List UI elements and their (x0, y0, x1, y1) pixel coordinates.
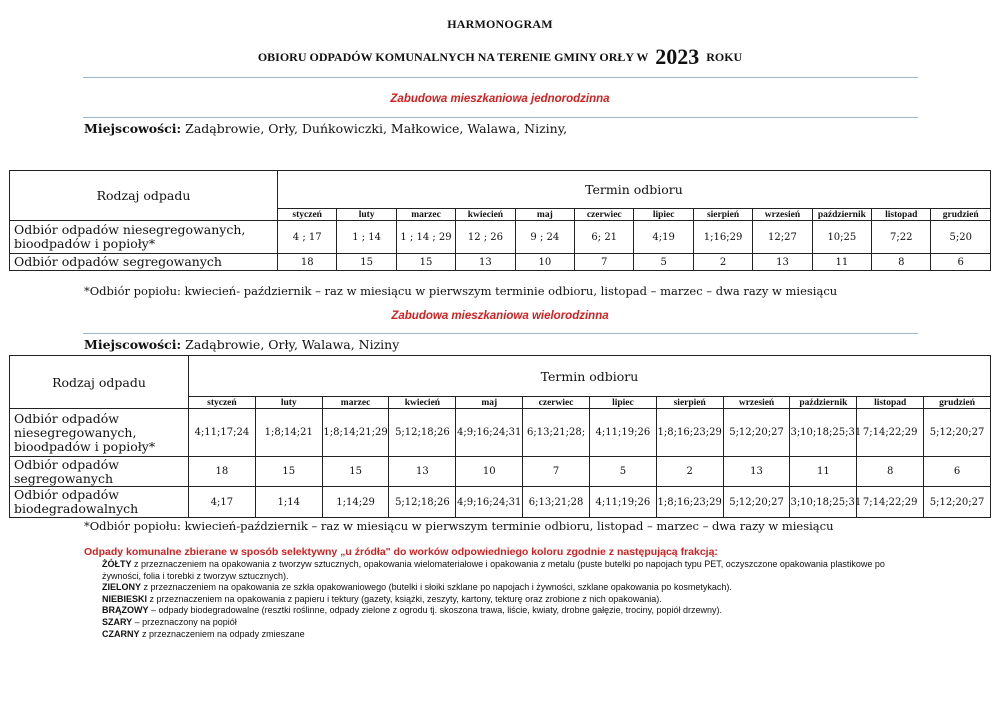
month-header: listopad (872, 209, 931, 221)
collection-dates: 1;14;29 (322, 487, 389, 518)
legend-item (84, 617, 914, 629)
month-header: grudzień (931, 209, 991, 221)
legend-item (84, 559, 914, 582)
waste-type-label: Odbiór odpadów biodegradowalnych (10, 487, 189, 518)
collection-dates: 8 (872, 254, 931, 271)
month-header: lipiec (634, 209, 693, 221)
month-header: październik (790, 397, 857, 409)
bag-color-name: CZARNY (102, 628, 140, 639)
month-header: sierpień (693, 209, 752, 221)
table-row (10, 254, 991, 271)
month-header: styczeń (278, 209, 337, 221)
bag-color-description: z przeznaczeniem na opakowania ze szkła opakowaniowego (butelki i słoiki szklane po napojach i żywności, szklane opakowania po kosmetykach). (141, 582, 732, 593)
collection-dates: 7 (523, 457, 590, 487)
document-title: HARMONOGRAM (447, 17, 553, 31)
table-row (10, 487, 991, 518)
collection-dates: 1;8;16;23;29 (656, 409, 723, 457)
subtitle-year: 2023 (655, 44, 700, 69)
legend-item (84, 629, 914, 641)
collection-dates: 4;11;17;24 (189, 409, 256, 457)
collection-dates: 1 ; 14 ; 29 (396, 221, 455, 254)
places-list: Zadąbrowie, Orły, Duńkowiczki, Małkowice, Walawa, Niziny, (185, 121, 568, 136)
collection-dates: 15 (255, 457, 322, 487)
collection-dates: 8 (857, 457, 924, 487)
month-header: wrzesień (723, 397, 790, 409)
subtitle-suffix: ROKU (706, 50, 743, 64)
collection-dates: 18 (189, 457, 256, 487)
collection-dates: 7;14;22;29 (857, 409, 924, 457)
collection-dates: 4;9;16;24;31 (456, 487, 523, 518)
month-header: wrzesień (753, 209, 812, 221)
collection-dates: 6;13;21;28 (523, 487, 590, 518)
month-header: sierpień (656, 397, 723, 409)
section2-heading: Zabudowa mieszkaniowa wielorodzinna (391, 310, 609, 322)
month-header: marzec (322, 397, 389, 409)
collection-dates: 11 (812, 254, 871, 271)
legend-lead: Odpady komunalne zbierane w sposób selektywny „u źródła" do worków odpowiedniego koloru zgodnie z następującą frakcją: (84, 546, 718, 558)
bag-color-description: – odpady biodegradowalne (resztki roślinne, odpady zielone z ogrodu tj. skoszona trawa, liście, kwiaty, drobne gałęzie, trociny, popiół drzewny). (148, 605, 722, 616)
legend-item (84, 582, 914, 594)
legend-item (84, 605, 914, 617)
section2-note: *Odbiór popiołu: kwiecień-październik – raz w miesiącu w pierwszym terminie odbioru, listopad – marzec – dwa razy w miesiącu (84, 519, 834, 533)
collection-dates: 10 (456, 457, 523, 487)
collection-dates: 6;13;21;28; (523, 409, 590, 457)
month-header: czerwiec (523, 397, 590, 409)
section2-places (84, 337, 399, 352)
bag-color-description: z przeznaczeniem na opakowania z tworzyw sztucznych, opakowania wielomateriałowe i opakowania z metalu (puste butelki po napojach typu PET, oczyszczone opakowania plastikowe po żywności, folia i torebki z tworzyw sztucznych). (102, 559, 885, 581)
collection-dates: 4;19 (634, 221, 693, 254)
section1-places (84, 121, 567, 136)
waste-type-label: Odbiór odpadów niesegregowanych, bioodpadów i popioły* (10, 409, 189, 457)
collection-dates: 4;17 (189, 487, 256, 518)
month-header: luty (337, 209, 396, 221)
collection-dates: 5 (589, 457, 656, 487)
collection-dates: 6 (924, 457, 991, 487)
month-header: październik (812, 209, 871, 221)
collection-dates: 10 (515, 254, 574, 271)
bag-color-name: SZARY (102, 616, 133, 627)
collection-dates: 12 ; 26 (456, 221, 515, 254)
bag-color-name: ZIELONY (102, 582, 142, 593)
section1-heading: Zabudowa mieszkaniowa jednorodzinna (390, 93, 610, 105)
collection-dates: 12;27 (753, 221, 812, 254)
collection-dates: 15 (396, 254, 455, 271)
bag-color-description: z przeznaczeniem na opakowania z papieru i tektury (gazety, książki, zeszyty, kartony, tekturę oraz zrobione z nich opakowania). (147, 593, 662, 604)
collection-dates: 5 (634, 254, 693, 271)
month-header: czerwiec (575, 209, 634, 221)
places-label: Miejscowości: (84, 121, 182, 136)
divider-line (83, 117, 918, 118)
month-header: maj (456, 397, 523, 409)
table-row (10, 409, 991, 457)
collection-dates: 9 ; 24 (515, 221, 574, 254)
places-label: Miejscowości: (84, 337, 182, 352)
collection-dates: 7;14;22;29 (857, 487, 924, 518)
collection-dates: 6 (931, 254, 991, 271)
document-subtitle (0, 44, 1000, 70)
places-list: Zadąbrowie, Orły, Walawa, Niziny (185, 337, 400, 352)
col-header-termin: Termin odbioru (278, 171, 991, 209)
table-row (10, 457, 991, 487)
collection-dates: 5;12;20;27 (924, 409, 991, 457)
collection-dates: 5;20 (931, 221, 991, 254)
month-header: grudzień (924, 397, 991, 409)
bag-color-description: z przeznaczeniem na odpady zmieszane (139, 628, 305, 639)
collection-dates: 5;12;18;26 (389, 487, 456, 518)
collection-dates: 10;25 (812, 221, 871, 254)
section1-note: *Odbiór popiołu: kwiecień- październik – raz w miesiącu w pierwszym terminie odbioru, listopad – marzec – dwa razy w miesiącu (84, 284, 838, 298)
bag-color-name: NIEBIESKI (102, 593, 148, 604)
month-header: styczeń (189, 397, 256, 409)
month-header: listopad (857, 397, 924, 409)
month-header: maj (515, 209, 574, 221)
collection-dates: 3;10;18;25;31 (790, 409, 857, 457)
collection-dates: 2 (693, 254, 752, 271)
table-row (10, 221, 991, 254)
divider-line (83, 333, 918, 334)
col-header-type: Rodzaj odpadu (10, 356, 189, 409)
legend-items (84, 559, 914, 640)
collection-dates: 4;11;19;26 (589, 409, 656, 457)
col-header-type: Rodzaj odpadu (10, 171, 278, 221)
collection-dates: 6; 21 (575, 221, 634, 254)
collection-dates: 13 (723, 457, 790, 487)
collection-dates: 15 (337, 254, 396, 271)
subtitle-text: OBIORU ODPADÓW KOMUNALNYCH NA TERENIE GMINY ORŁY W (257, 50, 649, 64)
schedule-table-multi-family (9, 355, 991, 518)
collection-dates: 4 ; 17 (278, 221, 337, 254)
bag-color-name: BRĄZOWY (102, 605, 149, 616)
collection-dates: 4;9;16;24;31 (456, 409, 523, 457)
collection-dates: 4;11;19;26 (589, 487, 656, 518)
collection-dates: 1;8;14;21 (255, 409, 322, 457)
bag-color-legend (84, 546, 914, 640)
divider-line (83, 77, 918, 78)
month-header: marzec (396, 209, 455, 221)
collection-dates: 15 (322, 457, 389, 487)
collection-dates: 5;12;20;27 (723, 409, 790, 457)
collection-dates: 5;12;18;26 (389, 409, 456, 457)
collection-dates: 5;12;20;27 (924, 487, 991, 518)
month-header: kwiecień (456, 209, 515, 221)
waste-type-label: Odbiór odpadów segregowanych (10, 457, 189, 487)
bag-color-name: ŻÓŁTY (102, 559, 132, 569)
collection-dates: 1 ; 14 (337, 221, 396, 254)
collection-dates: 3;10;18;25;31 (790, 487, 857, 518)
legend-item (84, 594, 914, 606)
collection-dates: 7 (575, 254, 634, 271)
collection-dates: 7;22 (872, 221, 931, 254)
waste-type-label: Odbiór odpadów niesegregowanych, bioodpadów i popioły* (10, 221, 278, 254)
collection-dates: 5;12;20;27 (723, 487, 790, 518)
collection-dates: 1;16;29 (693, 221, 752, 254)
collection-dates: 13 (753, 254, 812, 271)
collection-dates: 13 (389, 457, 456, 487)
collection-dates: 18 (278, 254, 337, 271)
collection-dates: 13 (456, 254, 515, 271)
collection-dates: 1;14 (255, 487, 322, 518)
collection-dates: 1;8;16;23;29 (656, 487, 723, 518)
collection-dates: 11 (790, 457, 857, 487)
col-header-termin: Termin odbioru (189, 356, 991, 397)
collection-dates: 1;8;14;21;29 (322, 409, 389, 457)
waste-type-label: Odbiór odpadów segregowanych (10, 254, 278, 271)
month-header: kwiecień (389, 397, 456, 409)
month-header: lipiec (589, 397, 656, 409)
bag-color-description: – przeznaczony na popiół (132, 616, 237, 627)
month-header: luty (255, 397, 322, 409)
collection-dates: 2 (656, 457, 723, 487)
schedule-table-single-family (9, 170, 991, 271)
